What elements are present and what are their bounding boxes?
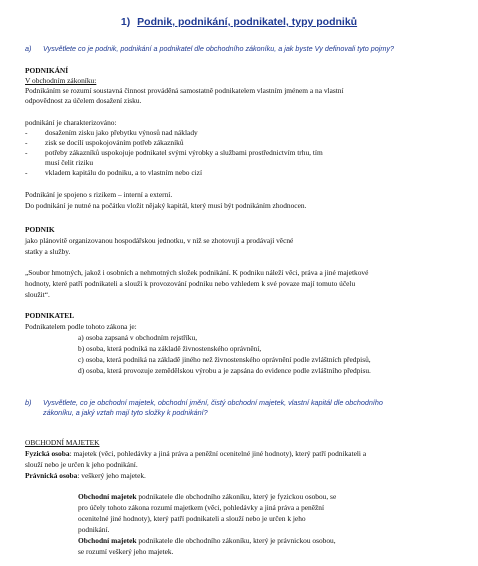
podnikani-bullet-4: vkladem kapitálu do podniku, a to vlastním nebo cizí [45,168,203,177]
question-b-line1: Vysvětlete, co je obchodní majetek, obchodní jmění, čistý obchodní majetek, vlastní kapitál dle obchodního [43,398,383,407]
majetek-po-text: : veškerý jeho majetek. [77,471,146,480]
podnik-line1: jako plánovitě organizovanou hospodářskou jednotku, v níž se zhotovují a prodávají věcné [25,236,294,245]
podnikani-bullet-3-cont: musí čelit riziku [45,158,94,167]
title-number: 1) [120,16,131,28]
podnikani-risk-2: Do podnikání je nutné na počátku vložit nějaký kapitál, který musí být podnikáním zhodnocen. [25,201,307,210]
question-b [25,398,383,407]
podnikatel-item-d: d) osoba, která provozuje zemědělskou výrobu a je zapsána do evidence podle zvláštního předpisu. [78,366,371,375]
page-title [0,16,478,28]
question-b-letter: b) [25,398,32,407]
podnikani-risk-1: Podnikání je spojeno s rizikem – interní a externí. [25,190,173,199]
majetek-heading: OBCHODNÍ MAJETEK [25,438,100,447]
question-a-text: Vysvětlete co je podnik, podnikání a podnikatel dle obchodního zákoníku, a jak byste Vy definovali tyto pojmy? [43,44,394,53]
podnikatel-heading: PODNIKATEL [25,311,75,320]
box2-line1 [78,536,336,545]
podnik-quote-2: hodnoty, které patří podnikateli a slouží k provozování podniku nebo vzhledem k své povaze mají tomuto účelu [25,279,356,288]
podnikatel-item-c: c) osoba, která podniká na základě jiného než živnostenského oprávnění podle zvláštních předpisů, [78,355,371,364]
title-text: Podnik, podnikání, podnikatel, typy podniků [137,16,358,28]
box1-line2: pro účely tohoto zákona rozumí majetkem (věci, pohledávky a jiná práva a peněžní [78,503,325,512]
podnikani-subheading: V obchodním zákoníku: [25,76,97,85]
box1-label: Obchodní majetek [78,492,137,501]
podnikatel-intro: Podnikatelem podle tohoto zákona je: [25,322,137,331]
question-a [25,44,394,53]
podnikani-def-line2: odpovědnost za účelem dosažení zisku. [25,96,142,105]
box1-line3: ocenitelné jiné hodnoty), který patří podnikateli a slouží nebo je určen k jeho [78,514,306,523]
bullet-dash: - [25,138,28,147]
podnikatel-item-a: a) osoba zapsaná v obchodním rejstříku, [78,333,198,342]
podnikani-bullet-2: zisk se docílí uspokojováním potřeb zákazníků [45,138,184,147]
majetek-fo-label: Fyzická osoba [25,449,70,458]
podnik-quote-1: „Soubor hmotných, jakož i osobních a nehmotných složek podnikání. K podniku náleží věci, práva a jiné majetkové [25,268,369,277]
box2-line2: se rozumí veškerý jeho majetek. [78,547,174,556]
question-b-line2: zákoníku, a jaký vztah mají tyto složky k podnikání? [43,408,208,417]
bullet-dash: - [25,128,28,137]
question-a-letter: a) [25,44,32,53]
box1-l1: podnikatele dle obchodního zákoníku, který je fyzickou osobou, se [136,492,337,501]
podnikani-bullet-3: potřeby zákazníků uspokojuje podnikatel svými výrobky a službami prostřednictvím trhu, tím [45,148,323,157]
podnikani-bullet-1: dosažením zisku jako přebytku výnosů nad náklady [45,128,198,137]
box2-label: Obchodní majetek [78,536,137,545]
podnik-line2: statky a služby. [25,247,71,256]
podnik-quote-3: sloužit“. [25,290,50,299]
majetek-fo-cont: slouží nebo je určen k jeho podnikání. [25,460,138,469]
bullet-dash: - [25,148,28,157]
podnikani-char-intro: podnikání je charakterizováno: [25,118,117,127]
box1-line1 [78,492,336,501]
podnikani-heading: PODNIKÁNÍ [25,66,69,75]
majetek-fo-text: : majetek (věci, pohledávky a jiná práva a peněžní ocenitelné jiné hodnoty), který patří podnikateli a [69,449,367,458]
bullet-dash: - [25,168,28,177]
box2-l1: podnikatele dle obchodního zákoníku, který je právnickou osobou, [136,536,336,545]
majetek-fo-line [25,449,366,458]
podnikatel-item-b: b) osoba, která podniká na základě živnostenského oprávnění, [78,344,262,353]
majetek-po-line [25,471,146,480]
majetek-po-label: Právnická osoba [25,471,78,480]
podnik-heading: PODNIK [25,225,55,234]
podnikani-def-line1: Podnikáním se rozumí soustavná činnost prováděná samostatně podnikatelem vlastním jménem a na vlastní [25,86,344,95]
box1-line4: podnikání. [78,525,110,534]
